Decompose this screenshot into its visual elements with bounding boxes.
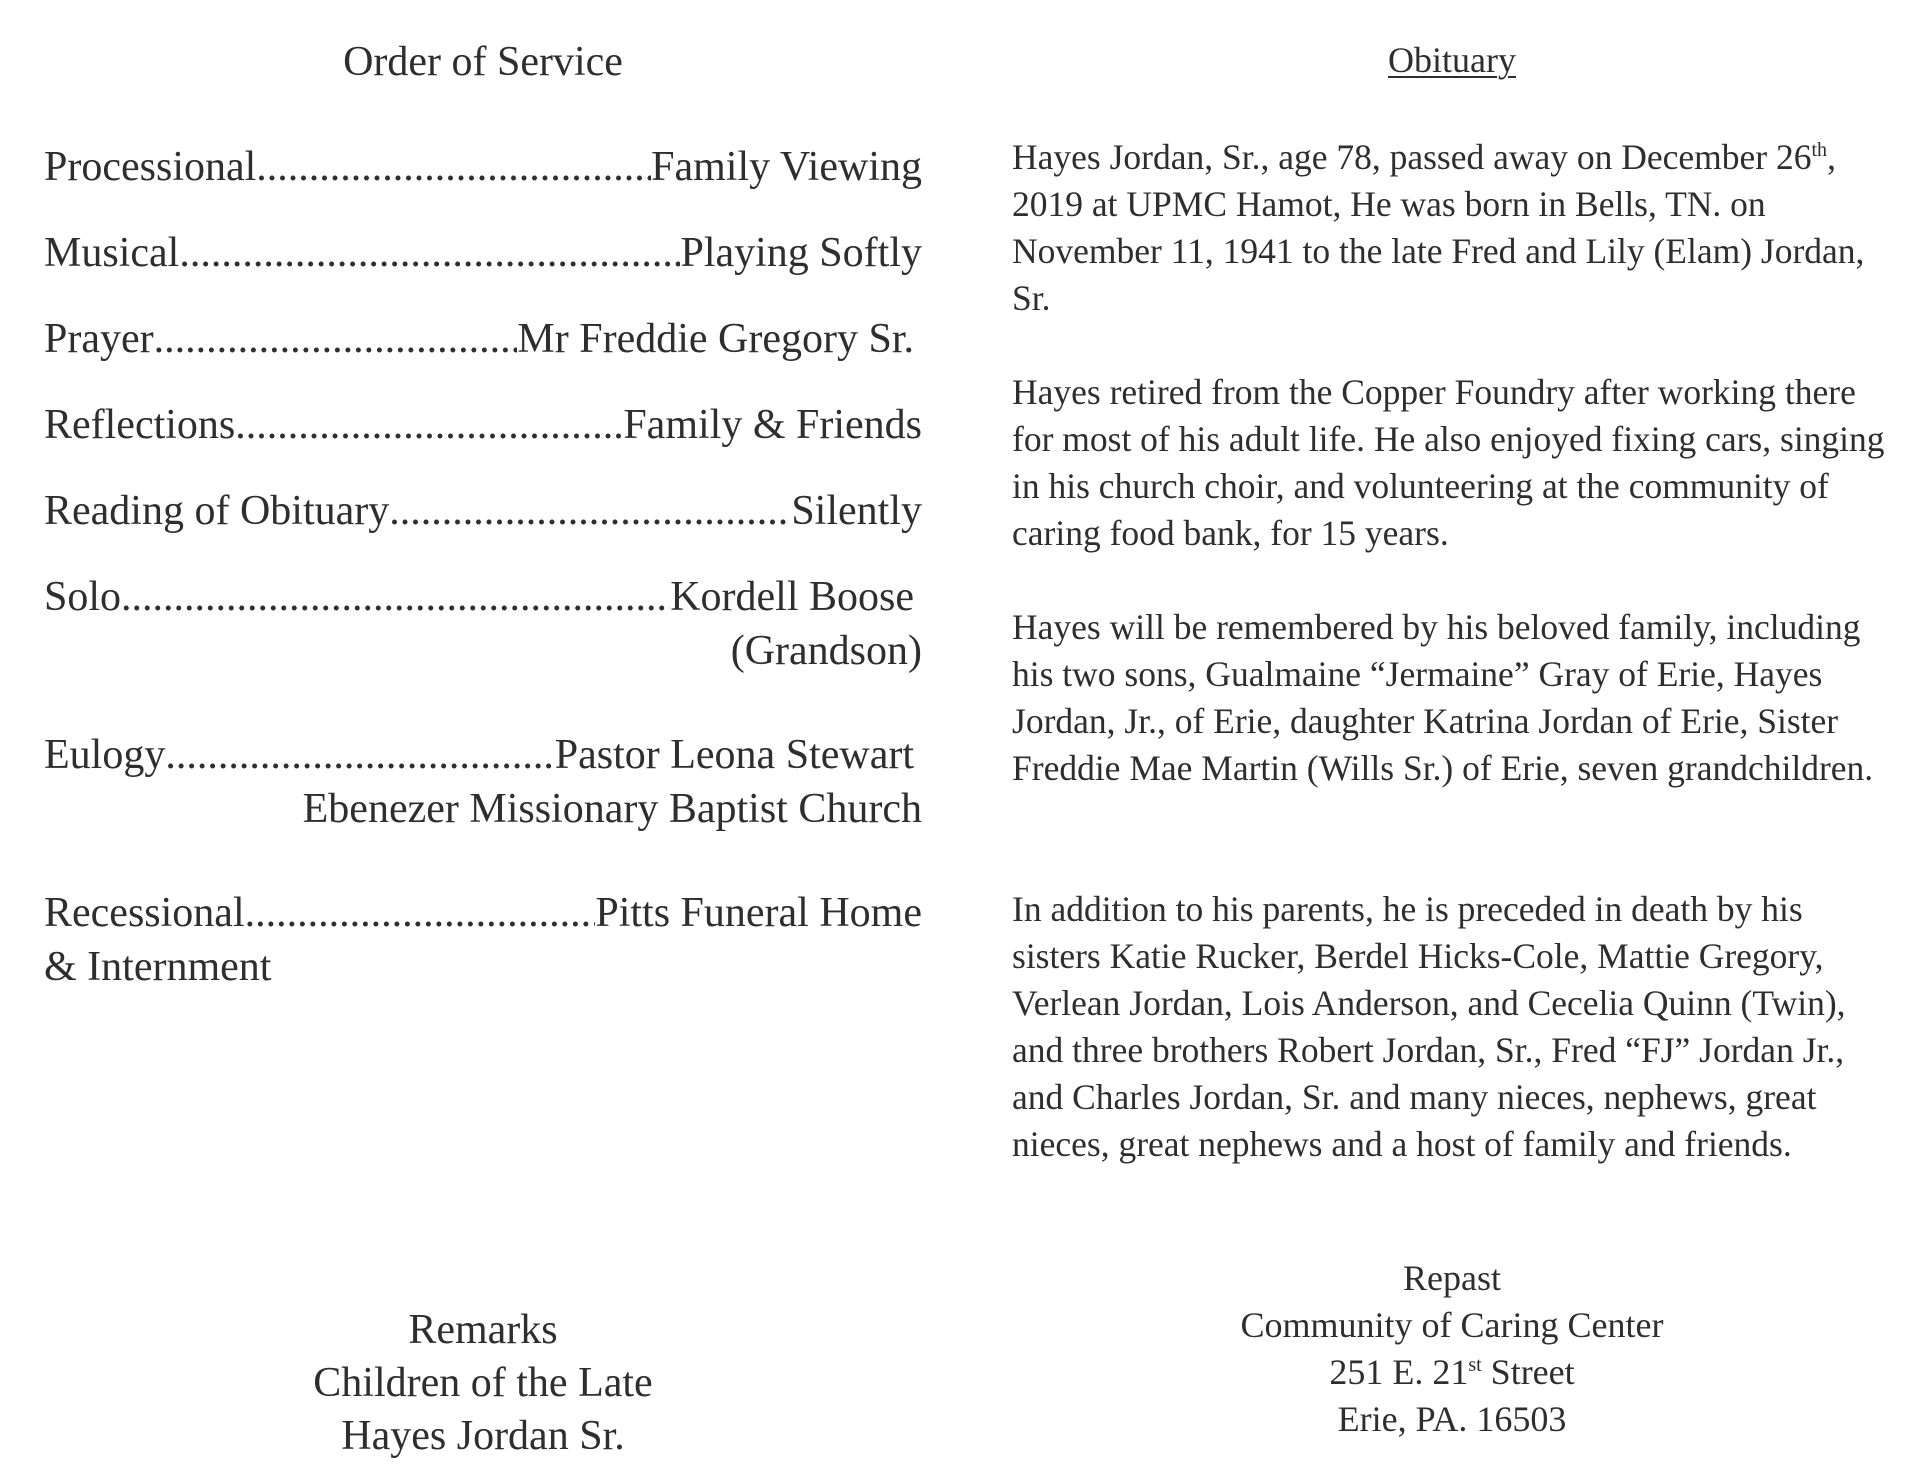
repast-street-number: 251 E. 21 — [1329, 1352, 1469, 1392]
obituary-title: Obituary — [1388, 40, 1516, 80]
program-item-value: Pitts Funeral Home — [595, 890, 922, 936]
repast-street-name: Street — [1481, 1352, 1575, 1392]
program-item-value: Family & Friends — [623, 402, 922, 448]
program-item-label: Solo — [44, 574, 122, 620]
remarks-line: Children of the Late — [313, 1360, 653, 1406]
obituary-paragraph-4: In addition to his parents, he is preceded in death by his sisters Katie Rucker, Berdel Hicks-Cole, Mattie Gregory, Verlean Jordan, Lois Anderson, and Cecelia Quinn (Twin), and three brothers Robert Jordan, Sr., Fred “FJ” Jordan Jr., and Charles Jordan, Sr. and many nieces, nephews, great nieces, great nephews and a host of family and friends. — [1012, 889, 1846, 1164]
program-item-label: Recessional — [44, 890, 245, 936]
leader-dots — [245, 886, 596, 940]
program-item-label: Eulogy — [44, 732, 166, 778]
repast-title: Repast — [1403, 1258, 1501, 1298]
program-item-reflections — [44, 398, 922, 452]
obituary-column — [1012, 34, 1892, 1164]
program-item-musical — [44, 226, 922, 280]
leader-dots — [389, 484, 791, 538]
repast-block — [1012, 1255, 1892, 1443]
program-item-subtext: (Grandson) — [730, 628, 922, 674]
repast-city: Erie, PA. 16503 — [1337, 1399, 1567, 1439]
program-item-processional — [44, 140, 922, 194]
program-item-label: Processional — [44, 144, 257, 190]
leader-dots — [256, 140, 651, 194]
obituary-text: Hayes Jordan, Sr., age 78, passed away on December 26 — [1012, 137, 1812, 177]
order-of-service-column — [44, 34, 922, 990]
program-item-label: Prayer — [44, 316, 154, 362]
remarks-line: Hayes Jordan Sr. — [341, 1413, 625, 1459]
repast-street — [1012, 1349, 1892, 1396]
program-item-value: Mr Freddie Gregory Sr. — [517, 316, 914, 362]
program-item-prayer — [44, 312, 922, 366]
program-item-value: Family Viewing — [651, 144, 922, 190]
obituary-paragraph-2: Hayes retired from the Copper Foundry after working there for most of his adult life. He also enjoyed fixing cars, singing in his church choir, and volunteering at the community of caring food bank, for 15 years. — [1012, 372, 1885, 553]
program-item-label: Reading of Obituary — [44, 488, 390, 534]
program-item-solo — [44, 570, 922, 678]
ordinal-suffix: th — [1811, 139, 1828, 162]
leader-dots — [235, 398, 623, 452]
leader-dots — [154, 312, 518, 366]
remarks-block — [44, 1304, 922, 1463]
program-item-subtext: Ebenezer Missionary Baptist Church — [302, 786, 922, 832]
leader-dots — [179, 226, 680, 280]
program-item-label: Reflections — [44, 402, 236, 448]
obituary-paragraph-3: Hayes will be remembered by his beloved family, including his two sons, Gualmaine “Jermaine” Gray of Erie, Hayes Jordan, Jr., of Erie, daughter Katrina Jordan of Erie, Sister Freddie Mae Martin (Wills Sr.) of Erie, seven grandchildren. — [1012, 607, 1874, 788]
remarks-title: Remarks — [408, 1307, 558, 1353]
order-of-service-title: Order of Service — [343, 39, 623, 85]
ordinal-suffix: st — [1468, 1354, 1482, 1376]
leader-dots — [121, 570, 670, 624]
program-item-value: Kordell Boose — [670, 574, 914, 620]
program-item-label: Musical — [44, 230, 180, 276]
program-item-eulogy — [44, 728, 922, 836]
program-item-recessional — [44, 886, 922, 994]
program-item-value: Playing Softly — [680, 230, 922, 276]
obituary-text: , 2019 at UPMC Hamot, He was born in Bells, TN. on November 11, 1941 to the late Fred and Lily (Elam) Jordan, Sr. — [1012, 137, 1865, 318]
program-item-value: Silently — [791, 488, 922, 534]
obituary-paragraph-1 — [1012, 134, 1892, 322]
program-item-value: Pastor Leona Stewart — [554, 732, 914, 778]
program-item-subtext: & Internment — [44, 944, 272, 990]
repast-venue: Community of Caring Center — [1240, 1305, 1664, 1345]
program-item-reading-of-obituary — [44, 484, 922, 538]
leader-dots — [165, 728, 554, 782]
